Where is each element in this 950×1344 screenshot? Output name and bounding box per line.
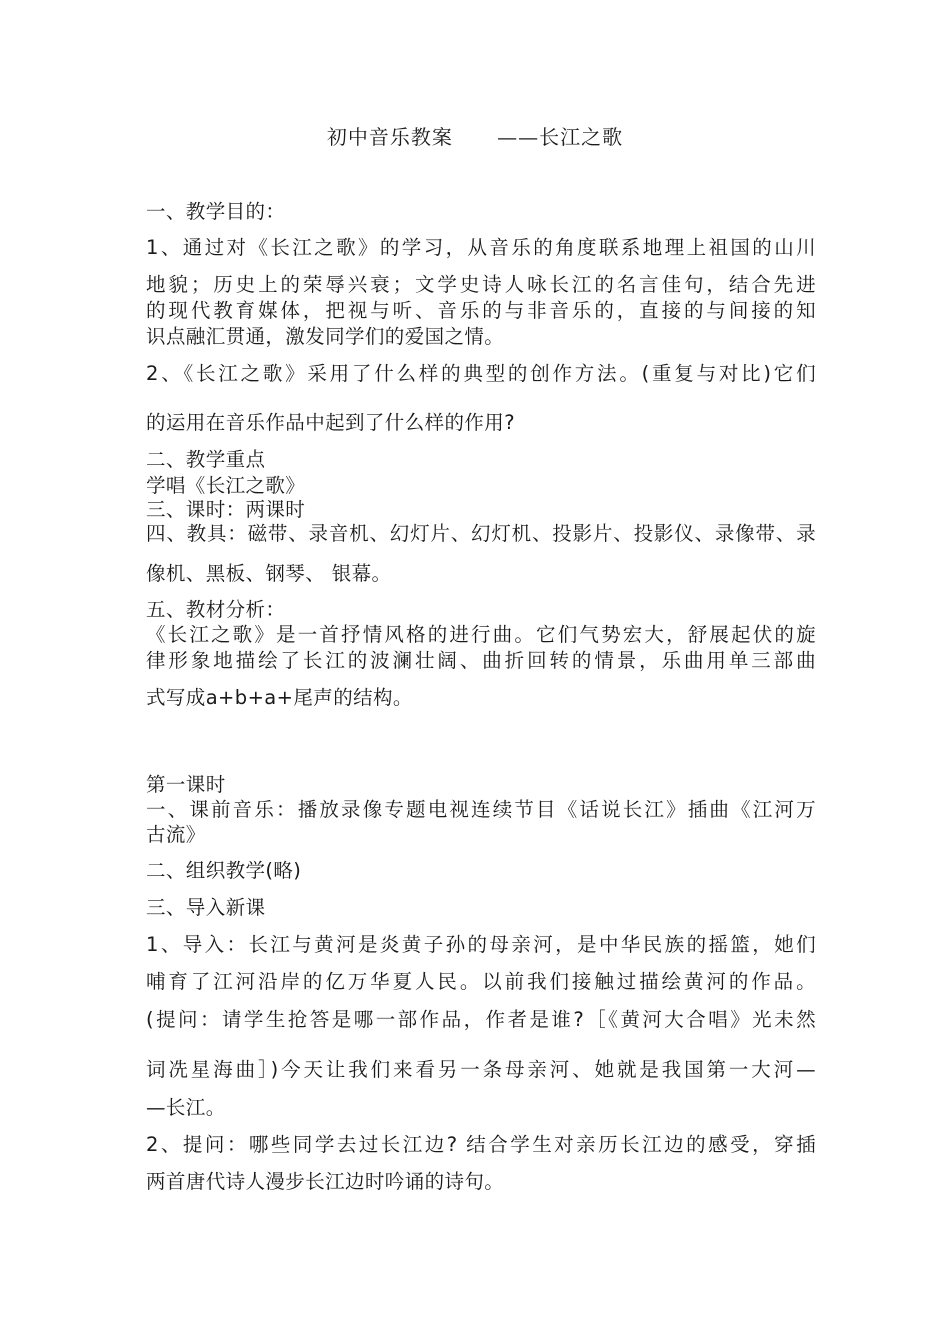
paragraph-line: 地貌；历史上的荣辱兴衰；文学史诗人咏长江的名言佳句，结合先进: [146, 273, 816, 296]
heading-first-period: 第一课时: [146, 773, 226, 796]
paragraph-line: 两首唐代诗人漫步长江边时吟诵的诗句。: [146, 1170, 505, 1193]
paragraph-line: 2、提问：哪些同学去过长江边? 结合学生对亲历长江边的感受，穿插: [146, 1133, 816, 1156]
paragraph-line: 律形象地描绘了长江的波澜壮阔、曲折回转的情景，乐曲用单三部曲: [146, 649, 816, 672]
paragraph-line: 二、组织教学(略): [146, 859, 302, 882]
paragraph-line: 的运用在音乐作品中起到了什么样的作用?: [146, 411, 515, 434]
paragraph-line: 像机、黑板、钢琴、 银幕。: [146, 562, 392, 585]
paragraph-line: 2、《长江之歌》采用了什么样的典型的创作方法。(重复与对比)它们: [146, 362, 816, 385]
paragraph-line: 识点融汇贯通，激发同学们的爱国之情。: [146, 325, 505, 348]
heading-analysis: 五、教材分析：: [146, 598, 286, 621]
heading-objectives: 一、教学目的：: [146, 200, 286, 223]
paragraph-line: —长江。: [146, 1096, 226, 1119]
paragraph-line: 的现代教育媒体，把视与听、音乐的与非音乐的，直接的与间接的知: [146, 299, 816, 322]
paragraph-line: 古流》: [146, 823, 206, 846]
paragraph-line: 词冼星海曲］)今天让我们来看另一条母亲河、她就是我国第一大河—: [146, 1058, 816, 1081]
paragraph-line: 1、导入：长江与黄河是炎黄子孙的母亲河，是中华民族的摇篮，她们: [146, 933, 816, 956]
paragraph-line: 《长江之歌》是一首抒情风格的进行曲。它们气势宏大，舒展起伏的旋: [146, 623, 816, 646]
page-title: 初中音乐教案 ——长江之歌: [326, 125, 624, 149]
paragraph-line: 1、通过对《长江之歌》的学习，从音乐的角度联系地理上祖国的山川: [146, 236, 816, 259]
paragraph-line: 式写成a+b+a+尾声的结构。: [146, 686, 413, 709]
paragraph-line: 一、课前音乐：播放录像专题电视连续节目《话说长江》插曲《江河万: [146, 798, 816, 821]
paragraph-line: 哺育了江河沿岸的亿万华夏人民。以前我们接触过描绘黄河的作品。: [146, 970, 816, 993]
paragraph-line: 学唱《长江之歌》: [146, 474, 306, 497]
heading-periods: 三、课时：两课时: [146, 498, 306, 521]
paragraph-line: (提问：请学生抢答是哪一部作品，作者是谁?［《黄河大合唱》光未然: [146, 1008, 816, 1031]
paragraph-line: 四、教具：磁带、录音机、幻灯片、幻灯机、投影片、投影仪、录像带、录: [146, 522, 816, 545]
paragraph-line: 三、导入新课: [146, 896, 266, 919]
heading-key-points: 二、教学重点: [146, 448, 266, 471]
